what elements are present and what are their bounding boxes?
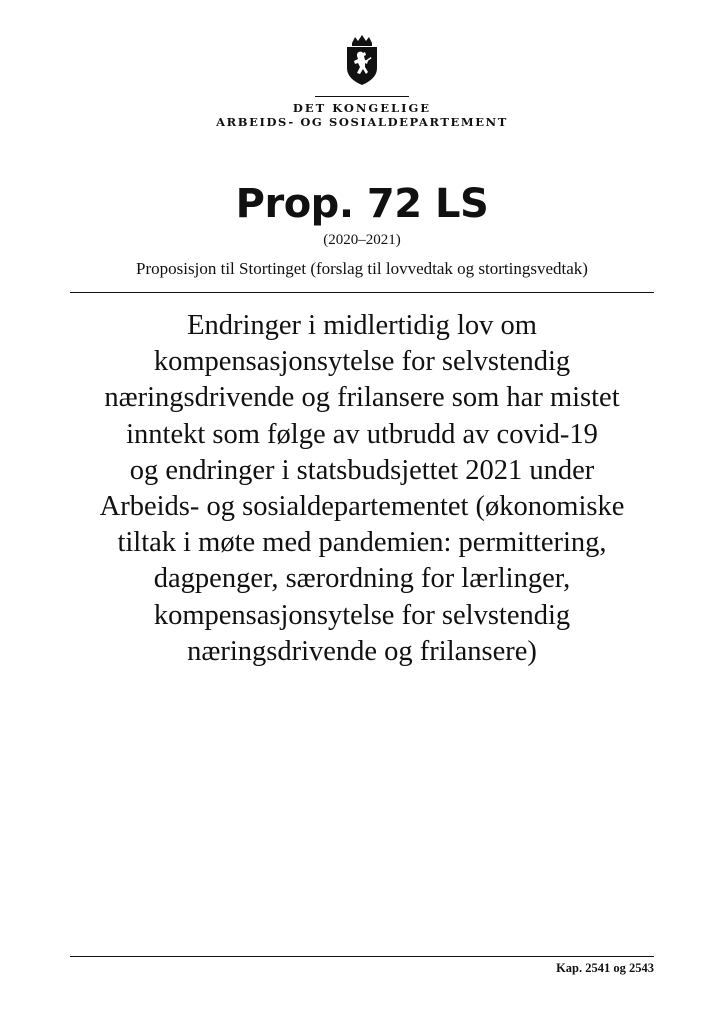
title-line: Endringer i midlertidig lov om [187, 310, 537, 341]
proposition-subtitle: Proposisjon til Stortinget (forslag til lovvedtak og stortingsvedtak) [136, 259, 588, 278]
top-divider [70, 292, 654, 293]
title-line: og endringer i statsbudsjettet 2021 under [129, 454, 595, 486]
ministry-logo [0, 34, 724, 129]
title-line: dagpenger, særordning for lærlinger, [153, 563, 571, 595]
title-line: kompensasjonsytelse for selvstendig [153, 346, 571, 378]
proposition-number: Prop. 72 LS [235, 181, 489, 227]
ministry-name-line2: ARBEIDS- OG SOSIALDEPARTEMENT [216, 115, 508, 129]
bottom-divider [70, 956, 654, 957]
session-years: (2020–2021) [323, 232, 401, 248]
budget-chapter-reference: Kap. 2541 og 2543 [556, 961, 654, 975]
title-line: Arbeids- og sosialdepartementet (økonomiske [99, 491, 625, 523]
title-line: kompensasjonsytelse for selvstendig [153, 599, 571, 631]
title-line: næringsdrivende og frilansere som har mistet [104, 382, 620, 414]
ministry-name-line1: DET KONGELIGE [292, 101, 432, 115]
document-title [60, 308, 664, 670]
logo-rule [315, 96, 409, 97]
title-line: inntekt som følge av utbrudd av covid-19 [126, 418, 598, 450]
coat-of-arms-icon [338, 34, 386, 86]
title-line: tiltak i møte med pandemien: permittering, [117, 527, 607, 559]
title-line: næringsdrivende og frilansere) [187, 635, 537, 667]
